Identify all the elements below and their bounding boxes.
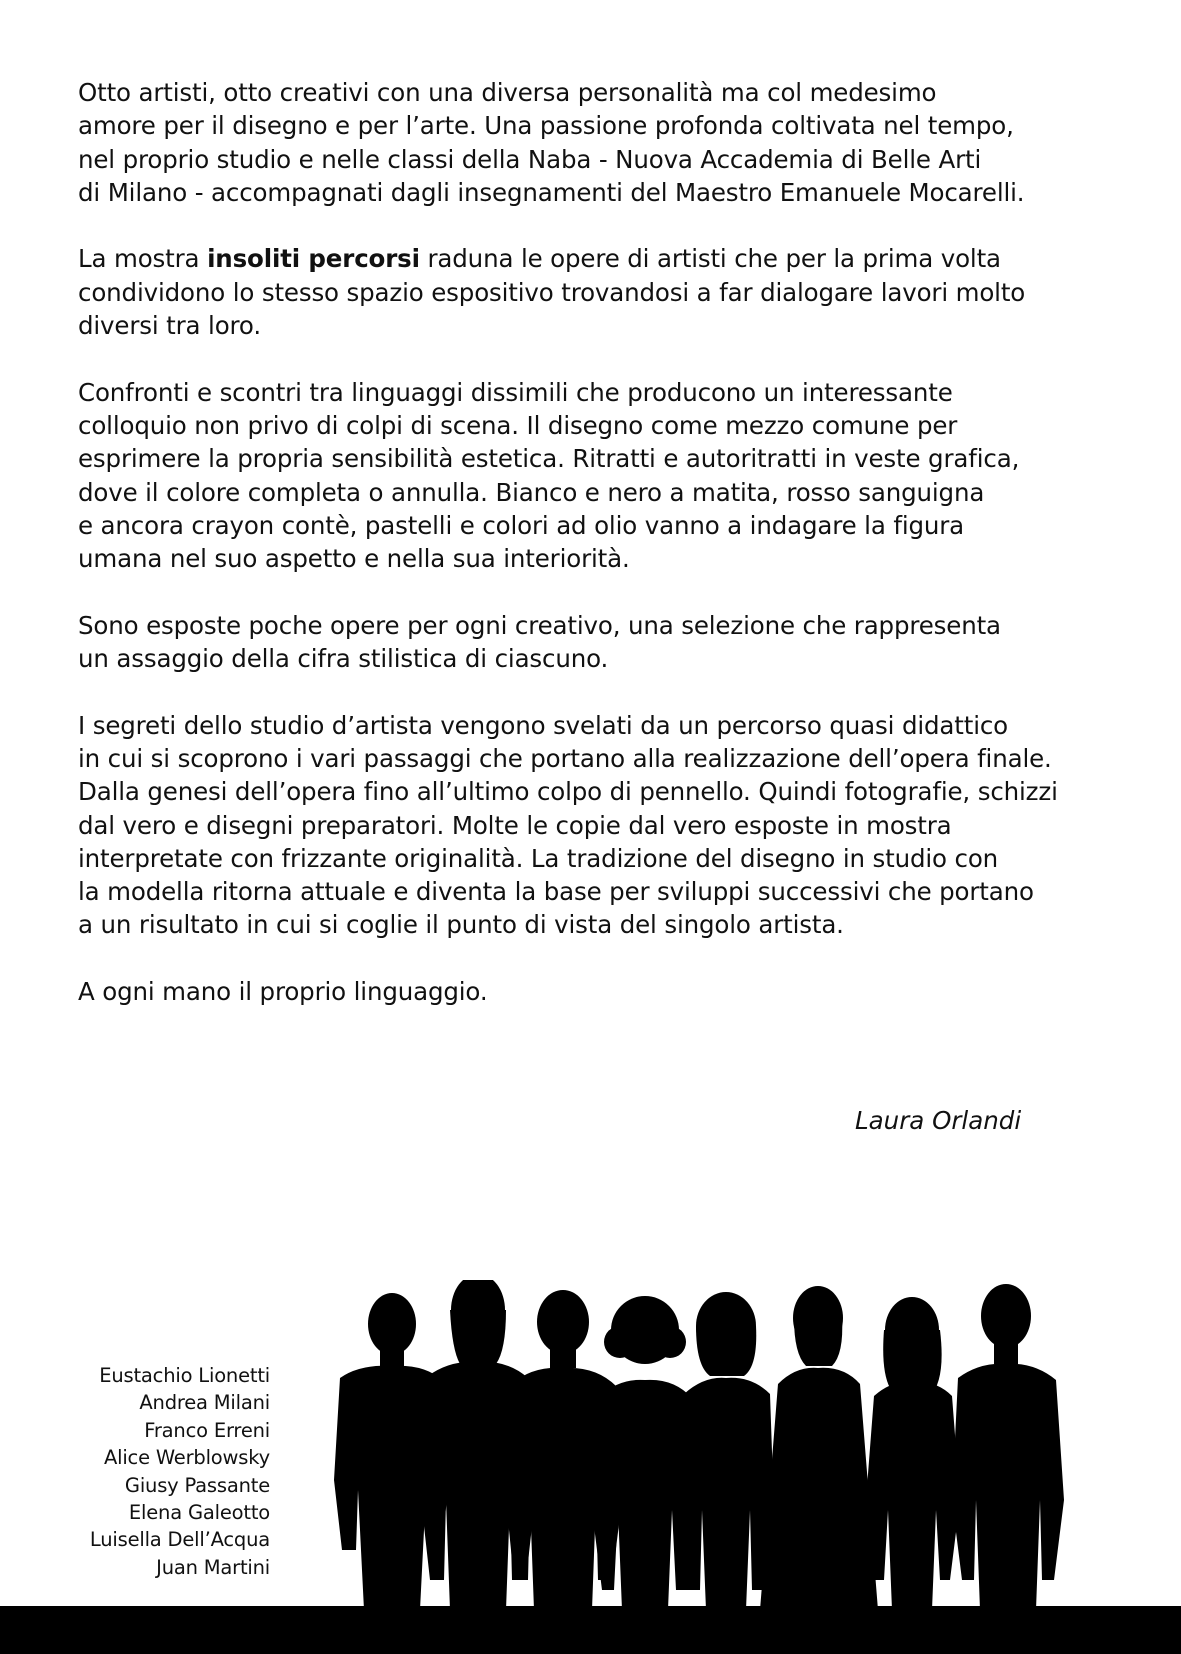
silhouette-figure-8 (952, 1284, 1064, 1610)
text-line: Sono esposte poche opere per ogni creativo, una selezione che rappresenta (78, 610, 1001, 640)
text-line: umana nel suo aspetto e nella sua interiorità. (78, 544, 630, 574)
text-line: Confronti e scontri tra linguaggi dissimili che producono un interessante (78, 377, 953, 407)
silhouette-figure-5 (678, 1292, 774, 1610)
body-text (78, 76, 1138, 1042)
text-line: Dalla genesi dell’opera fino all’ultimo colpo di pennello. Quindi fotografie, schizzi (78, 777, 1058, 807)
silhouette-figure-7 (866, 1297, 960, 1610)
paragraph-2 (78, 242, 1138, 342)
group-silhouette-illustration (300, 1280, 1130, 1610)
artist-name: Giusy Passante (124, 1473, 270, 1497)
text-line: in cui si scoprono i vari passaggi che portano alla realizzazione dell’opera finale. (78, 743, 1052, 773)
paragraph-1 (78, 76, 1138, 209)
text-line: a un risultato in cui si coglie il punto di vista del singolo artista. (78, 910, 844, 940)
paragraph-3 (78, 376, 1138, 576)
text-line: condividono lo stesso spazio espositivo trovandosi a far dialogare lavori molto (78, 277, 1026, 307)
artist-name: Alice Werblowsky (103, 1446, 270, 1470)
text-line: un assaggio della cifra stilistica di ciascuno. (78, 644, 609, 674)
exhibition-title: insoliti percorsi (207, 244, 420, 274)
text-line: la modella ritorna attuale e diventa la base per sviluppi successivi che portano (78, 877, 1034, 907)
artist-name: Eustachio Lionetti (99, 1364, 270, 1387)
text-line: dove il colore completa o annulla. Bianco e nero a matita, rosso sanguigna (78, 477, 985, 507)
artist-name: Franco Erreni (144, 1418, 270, 1442)
text-line (78, 242, 1138, 275)
paragraph-5 (78, 709, 1138, 942)
text-line: I segreti dello studio d’artista vengono svelati da un percorso quasi didattico (78, 710, 1009, 740)
text-line: interpretate con frizzante originalità. La tradizione del disegno in studio con (78, 843, 999, 873)
text-line: amore per il disegno e per l’arte. Una passione profonda coltivata nel tempo, (78, 111, 1014, 141)
text-line: Otto artisti, otto creativi con una diversa personalità ma col medesimo (78, 78, 937, 107)
text-line: colloquio non privo di colpi di scena. Il disegno come mezzo comune per (78, 410, 958, 440)
artist-name: Juan Martini (156, 1555, 270, 1579)
paragraph-4 (78, 609, 1138, 676)
silhouette-figure-6 (760, 1286, 878, 1610)
ground-bar (0, 1606, 1181, 1654)
text-line: nel proprio studio e nelle classi della Naba - Nuova Accademia di Belle Arti (78, 144, 982, 174)
text-line: A ogni mano il proprio linguaggio. (78, 977, 488, 1007)
text-line: esprimere la propria sensibilità estetica. Ritratti e autoritratti in veste grafica, (78, 444, 1020, 474)
text-line: e ancora crayon contè, pastelli e colori ad olio vanno a indagare la figura (78, 510, 965, 540)
text-line: dal vero e disegni preparatori. Molte le copie dal vero esposte in mostra (78, 810, 952, 840)
author-signature: Laura Orlandi (855, 1106, 1022, 1135)
paragraph-6 (78, 975, 1138, 1008)
text-lead: La mostra (78, 244, 208, 274)
text-line: diversi tra loro. (78, 311, 261, 341)
text-rest: raduna le opere di artisti che per la prima volta (419, 244, 1001, 274)
artist-name: Luisella Dell’Acqua (89, 1528, 270, 1552)
artist-list (90, 1362, 270, 1581)
artist-name: Elena Galeotto (128, 1501, 270, 1525)
text-line: di Milano - accompagnati dagli insegnamenti del Maestro Emanuele Mocarelli. (78, 177, 1025, 207)
artist-name: Andrea Milani (139, 1391, 270, 1415)
